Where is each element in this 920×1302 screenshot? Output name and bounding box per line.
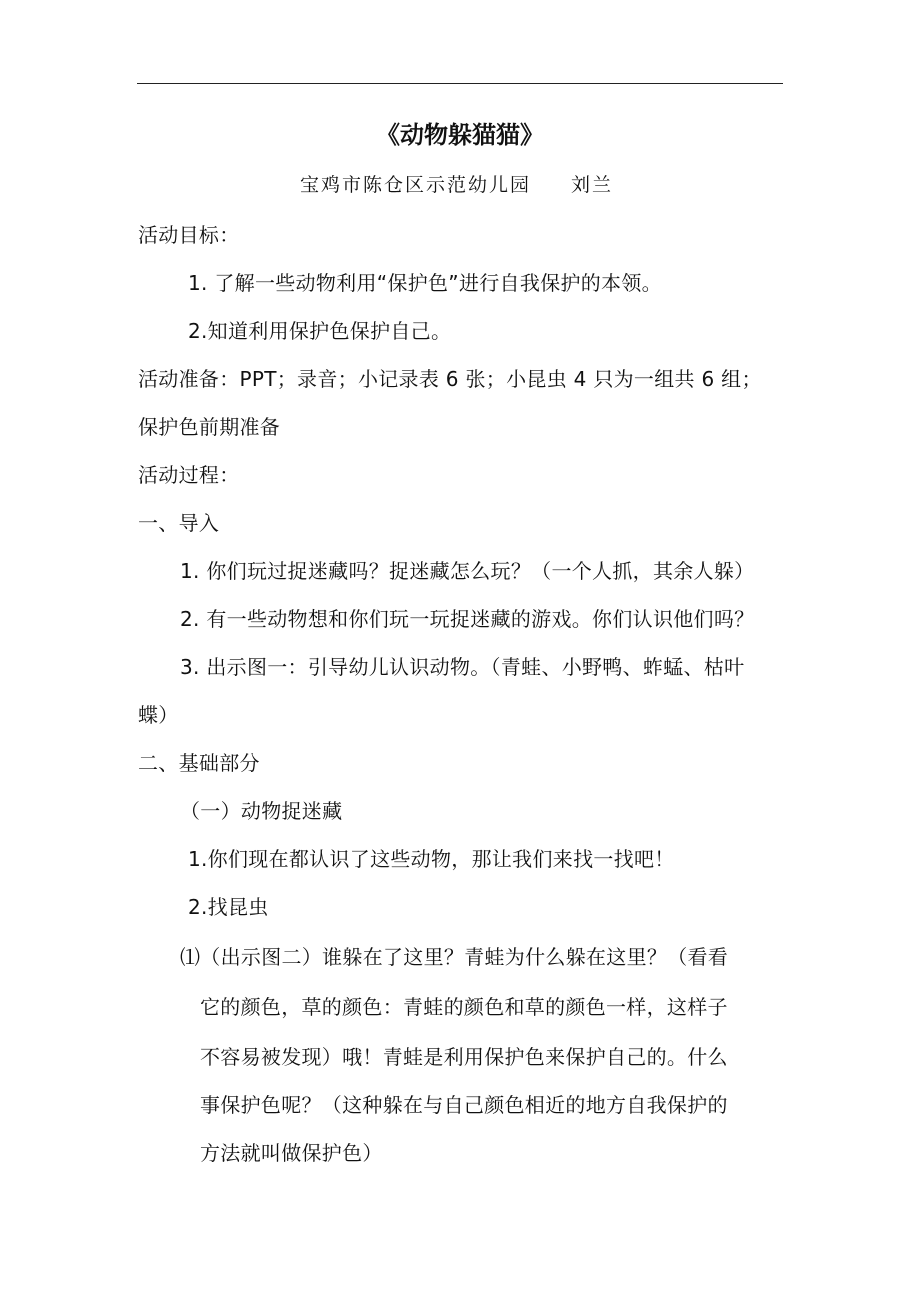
paragraph-line: ⑴（出示图二）谁躲在了这里？青蛙为什么躲在这里？（看看 [180,945,729,969]
paragraph-line: 它的颜色，草的颜色：青蛙的颜色和草的颜色一样，这样子 [200,995,728,1019]
process-item: 2.找昆虫 [188,895,269,919]
paragraph-line: 方法就叫做保护色） [200,1141,383,1165]
part-heading: 一、导入 [138,511,220,535]
process-item: 1.你们现在都认识了这些动物，那让我们来找一找吧！ [188,847,675,871]
process-item: 1. 你们玩过捉迷藏吗？捉迷藏怎么玩？（一个人抓，其余人躲） [180,559,755,583]
sub-heading: （一）动物捉迷藏 [180,799,343,823]
school-name: 宝鸡市陈仓区示范幼儿园 [300,174,532,196]
preparation-line: 活动准备：PPT；录音；小记录表 6 张；小昆虫 4 只为一组共 6 组； [138,367,762,391]
section-heading-goals: 活动目标： [138,223,240,247]
author-name: 刘兰 [571,174,614,196]
document-byline [300,172,613,198]
process-item-continuation: 蝶） [138,703,179,727]
process-item: 3. 出示图一：引导幼儿认识动物。（青蛙、小野鸭、蚱蜢、枯叶 [180,655,745,679]
part-heading: 二、基础部分 [138,751,260,775]
preparation-line: 保护色前期准备 [138,415,281,439]
header-rule [137,83,783,84]
goal-item: 1. 了解一些动物利用“保护色”进行自我保护的本领。 [188,271,662,295]
section-heading-process: 活动过程： [138,463,240,487]
paragraph-line: 不容易被发现）哦！青蛙是利用保护色来保护自己的。什么 [200,1045,728,1069]
goal-item: 2.知道利用保护色保护自己。 [188,319,452,343]
process-item: 2. 有一些动物想和你们玩一玩捉迷藏的游戏。你们认识他们吗？ [180,607,755,631]
paragraph-line: 事保护色呢？（这种躲在与自己颜色相近的地方自我保护的 [200,1093,728,1117]
document-title: 《动物躲猫猫》 [376,121,544,149]
